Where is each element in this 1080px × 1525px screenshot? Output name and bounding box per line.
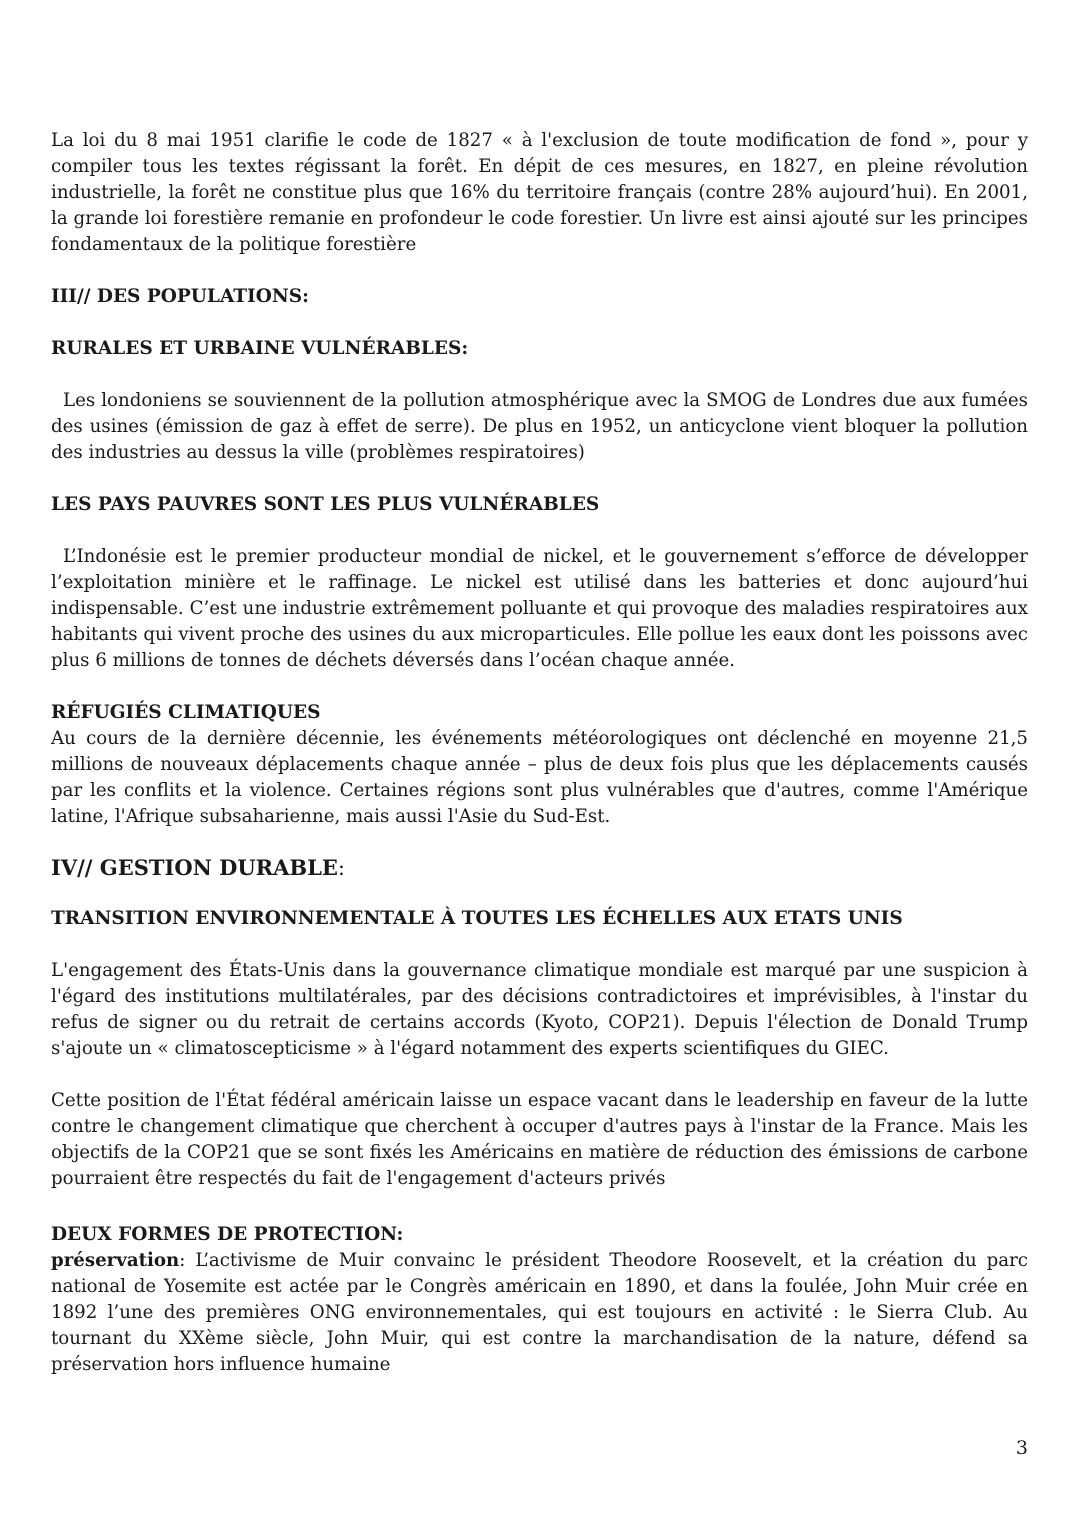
paragraph-indonesie: L’Indonésie est le premier producteur mondial de nickel, et le gouvernement s’efforce de développer l’exploitation minière et le raffinage. Le nickel est utilisé dans les batteries et donc aujourd’hui indispensable. C’est une industrie extrêmement polluante et qui provoque des maladies respiratoires aux habitants qui vivent proche des usines du aux microparticules. Elle pollue les eaux dont les poissons avec plus 6 millions de tonnes de déchets déversés dans l’océan chaque année. [51, 546, 1028, 671]
section-heading-populations: III// DES POPULATIONS: [51, 286, 309, 307]
section-heading-gestion-durable [51, 854, 1028, 882]
document-page [51, 128, 1028, 1378]
subheading-pays-pauvres: LES PAYS PAUVRES SONT LES PLUS VULNÉRABLES [51, 494, 600, 515]
paragraph-preservation [51, 1248, 1028, 1378]
paragraph-position-federale: Cette position de l'État fédéral américain laisse un espace vacant dans le leadership en faveur de la lutte contre le changement climatique que cherchent à occuper d'autres pays à l'instar de la France. Mais les objectifs de la COP21 que se sont fixés les Américains en matière de réduction des émissions de carbone pourraient être respectés du fait de l'engagement d'acteurs privés [51, 1090, 1028, 1189]
preservation-text: : L’activisme de Muir convainc le président Theodore Roosevelt, et la création du parc national de Yosemite est actée par le Congrès américain en 1890, et dans la foulée, John Muir crée en 1892 l’une des premières ONG environnementales, qui est toujours en activité : le Sierra Club. Au tournant du XXème siècle, John Muir, qui est contre la marchandisation de la nature, défend sa préservation hors influence humaine [51, 1250, 1028, 1375]
page-number: 3 [1015, 1437, 1028, 1459]
section-heading-gestion-durable-text: IV// GESTION DURABLE [51, 855, 338, 880]
subheading-rurales-urbaines: RURALES ET URBAINE VULNÉRABLES: [51, 338, 469, 359]
subheading-deux-formes: DEUX FORMES DE PROTECTION: [51, 1224, 404, 1245]
paragraph-refugies: Au cours de la dernière décennie, les événements météorologiques ont déclenché en moyenne 21,5 millions de nouveaux déplacements chaque année – plus de deux fois plus que les déplacements causés par les conflits et la violence. Certaines régions sont plus vulnérables que d'autres, comme l'Amérique latine, l'Afrique subsaharienne, mais aussi l'Asie du Sud-Est. [51, 728, 1028, 827]
preservation-label: préservation [51, 1250, 180, 1271]
subheading-refugies: RÉFUGIÉS CLIMATIQUES [51, 702, 321, 723]
paragraph-londres: Les londoniens se souviennent de la pollution atmosphérique avec la SMOG de Londres due aux fumées des usines (émission de gaz à effet de serre). De plus en 1952, un anticyclone vient bloquer la pollution des industries au dessus la ville (problèmes respiratoires) [51, 390, 1028, 463]
subheading-transition: TRANSITION ENVIRONNEMENTALE À TOUTES LES ÉCHELLES AUX ETATS UNIS [51, 908, 903, 929]
paragraph-etats-unis: L'engagement des États-Unis dans la gouvernance climatique mondiale est marqué par une suspicion à l'égard des institutions multilatérales, par des décisions contradictoires et imprévisibles, à l'instar du refus de signer ou du retrait de certains accords (Kyoto, COP21). Depuis l'élection de Donald Trump s'ajoute un « climatoscepticisme » à l'égard notamment des experts scientifiques du GIEC. [51, 960, 1028, 1059]
section-heading-colon: : [337, 856, 345, 880]
paragraph-loi-1951: La loi du 8 mai 1951 clarifie le code de 1827 « à l'exclusion de toute modification de fond », pour y compiler tous les textes régissant la forêt. En dépit de ces mesures, en 1827, en pleine révolution industrielle, la forêt ne constitue plus que 16% du territoire français (contre 28% aujourd’hui). En 2001, la grande loi forestière remanie en profondeur le code forestier. Un livre est ainsi ajouté sur les principes fondamentaux de la politique forestière [51, 130, 1028, 255]
